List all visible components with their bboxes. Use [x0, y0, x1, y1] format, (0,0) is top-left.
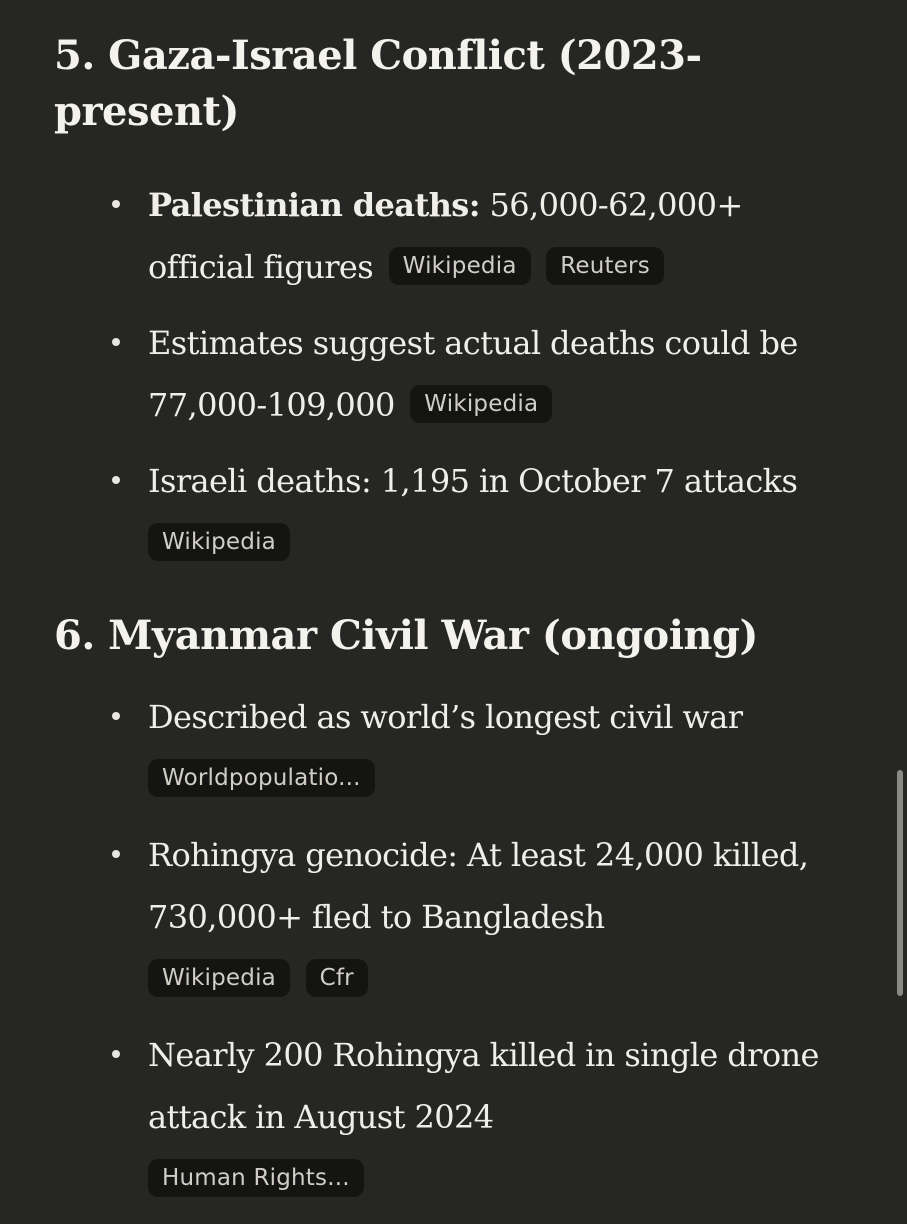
item-text: Israeli deaths: 1,195 in October 7 attacks — [148, 462, 798, 500]
citation-chip-worldpopulation[interactable]: Worldpopulatio... — [148, 759, 375, 797]
citation-chip-cfr[interactable]: Cfr — [306, 959, 368, 997]
list-item — [54, 312, 854, 436]
section-title-gaza-israel: 5. Gaza-Israel Conflict (2023-present) — [54, 32, 702, 135]
section-title-myanmar: 6. Myanmar Civil War (ongoing) — [54, 612, 758, 659]
list-item — [54, 824, 854, 1010]
bullet-icon — [112, 200, 120, 208]
citation-chip-wikipedia[interactable]: Wikipedia — [148, 959, 290, 997]
item-text: Rohingya genocide: At least 24,000 killed, 730,000+ fled to Bangladesh — [148, 836, 809, 936]
response-content — [54, 28, 854, 1224]
bullet-icon — [112, 850, 120, 858]
item-text: 56,000-62,000+ official figures — [148, 186, 743, 286]
list-item — [54, 174, 854, 298]
bullet-icon — [112, 712, 120, 720]
item-text: Described as world’s longest civil war — [148, 698, 743, 736]
scrollbar-thumb[interactable] — [897, 770, 903, 996]
myanmar-list — [54, 686, 854, 1210]
citation-chip-wikipedia[interactable]: Wikipedia — [148, 523, 290, 561]
bullet-icon — [112, 338, 120, 346]
item-text: Nearly 200 Rohingya killed in single drone attack in August 2024 — [148, 1036, 819, 1136]
list-item — [54, 1024, 854, 1210]
gaza-israel-list — [54, 174, 854, 574]
citation-chip-human-rights[interactable]: Human Rights... — [148, 1159, 364, 1197]
citation-chip-wikipedia[interactable]: Wikipedia — [389, 247, 531, 285]
list-item — [54, 450, 854, 574]
item-text: Estimates suggest actual deaths could be 77,000-109,000 — [148, 324, 798, 424]
item-lead: Palestinian deaths: — [148, 186, 480, 224]
bullet-icon — [112, 1050, 120, 1058]
citation-chip-wikipedia[interactable]: Wikipedia — [410, 385, 552, 423]
list-item — [54, 686, 854, 810]
citation-chip-reuters[interactable]: Reuters — [546, 247, 664, 285]
bullet-icon — [112, 476, 120, 484]
